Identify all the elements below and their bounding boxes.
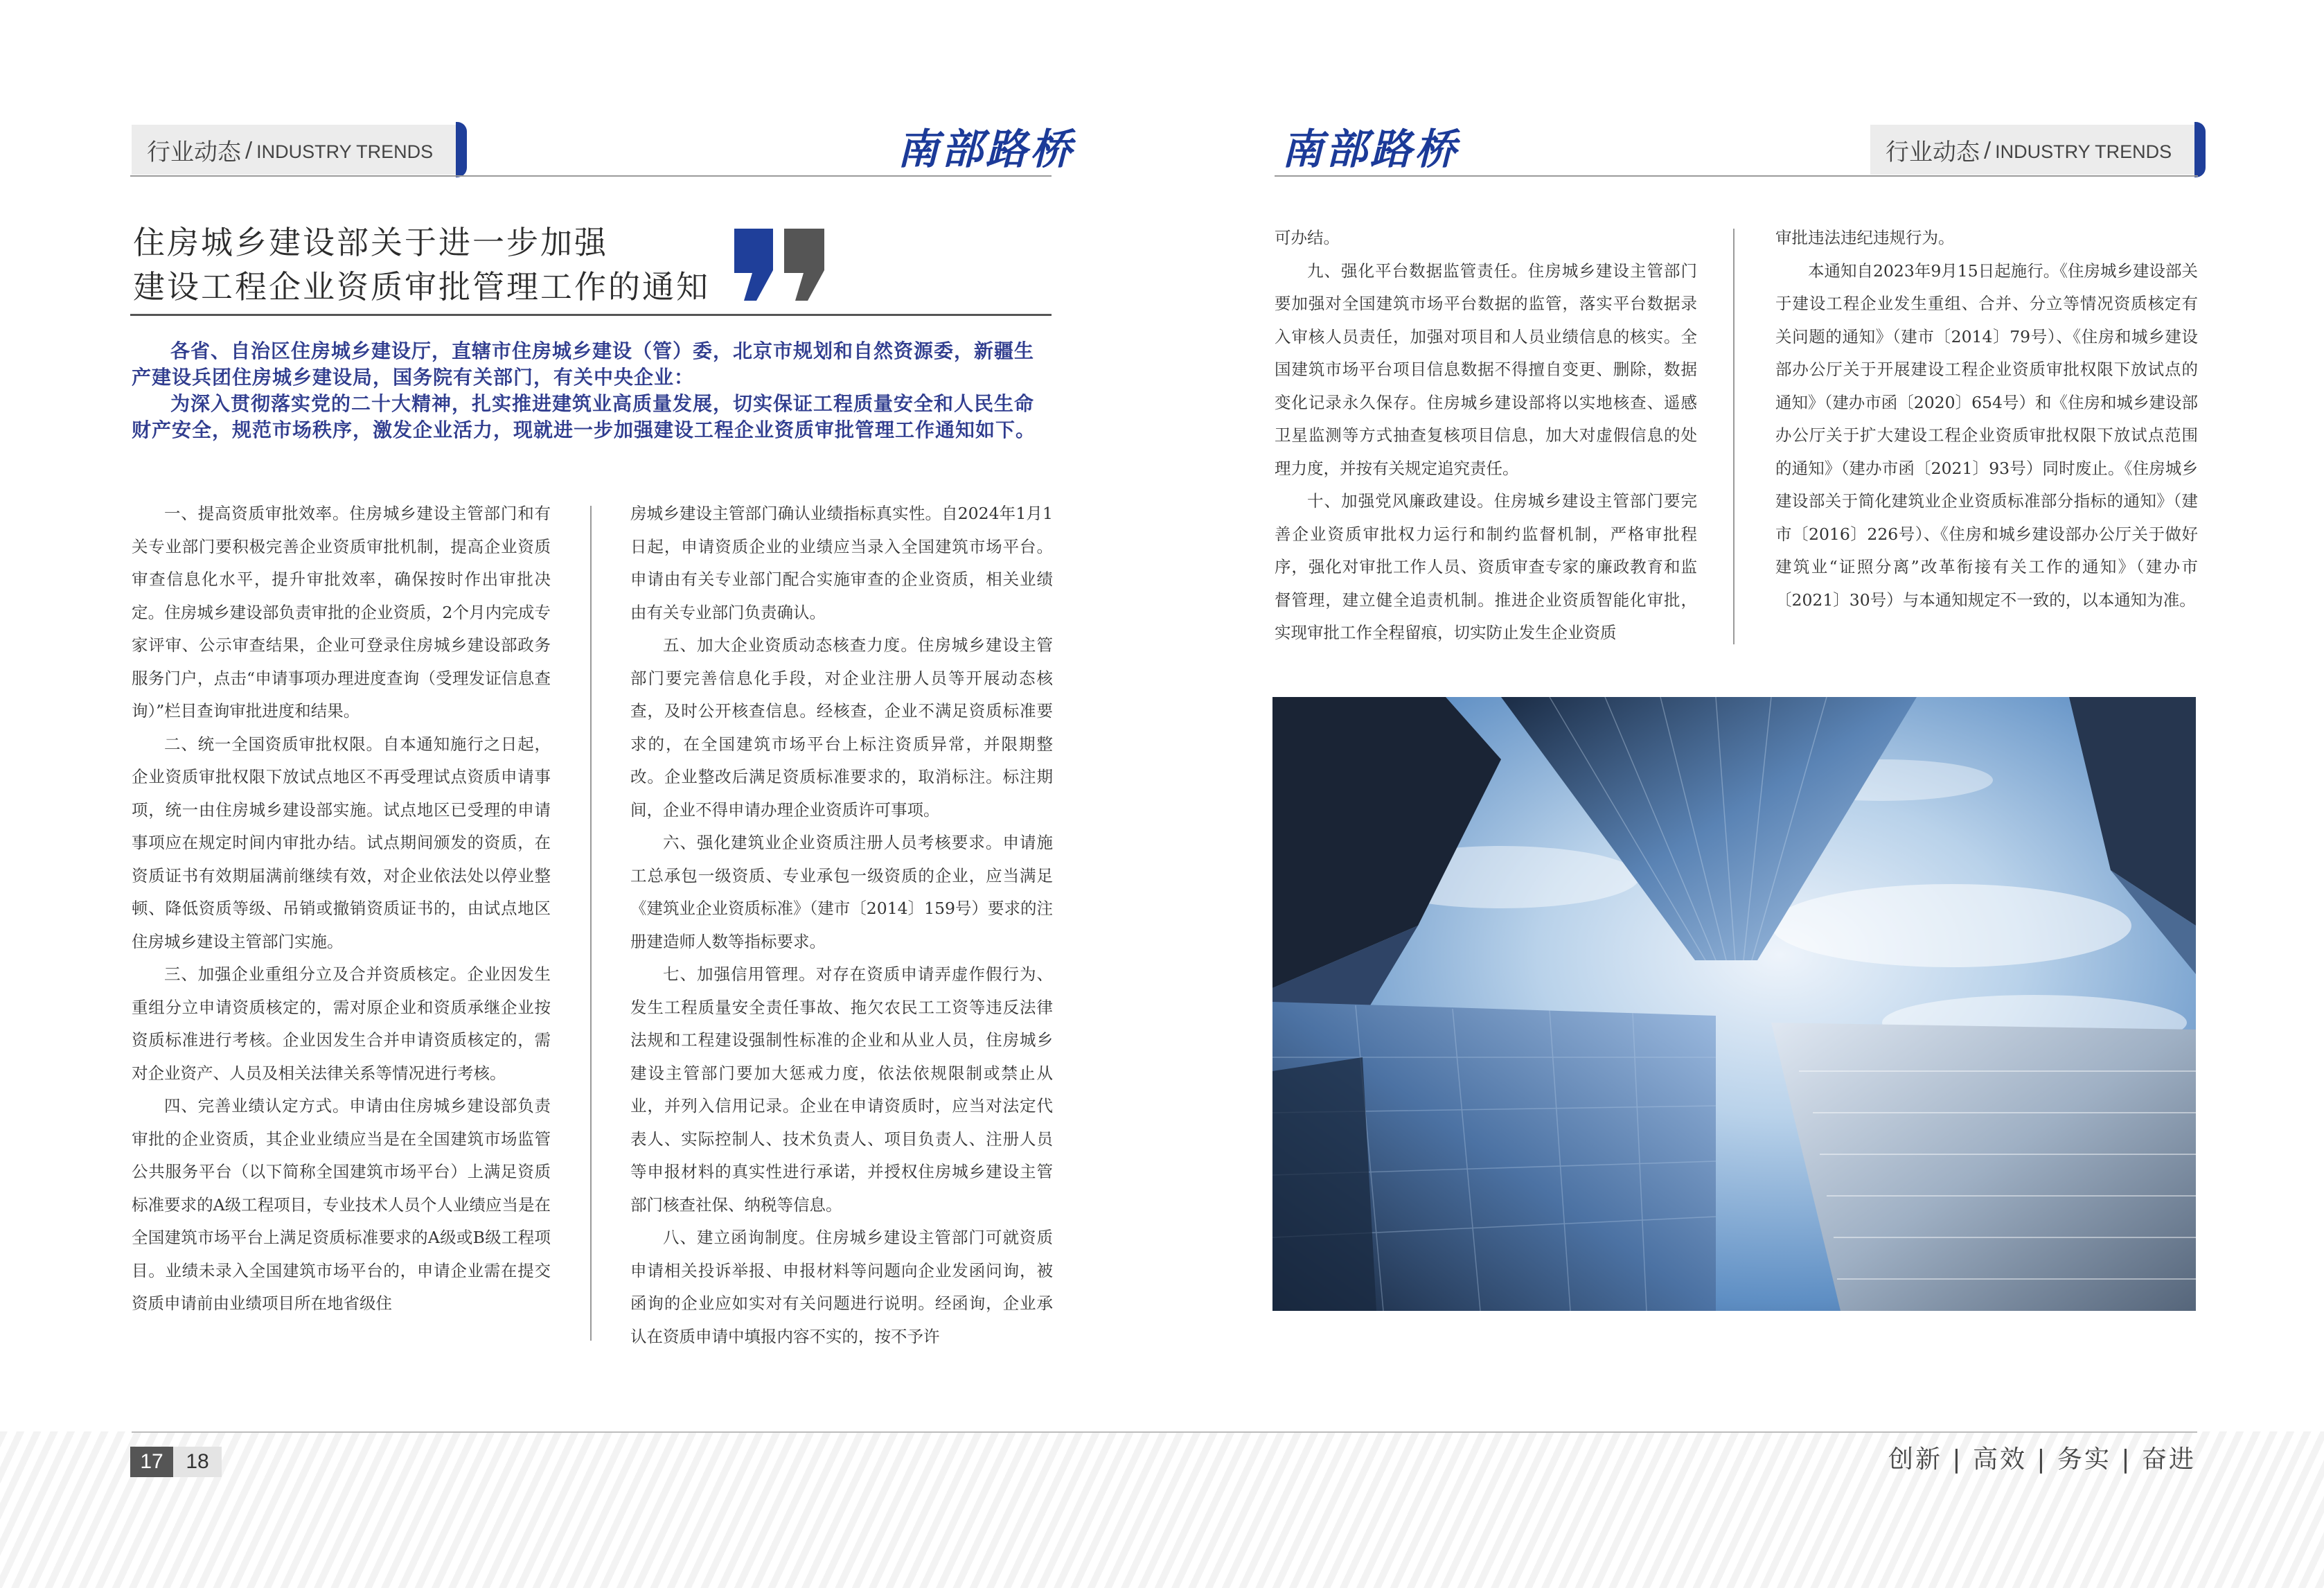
paragraph: 可办结。	[1275, 228, 1340, 247]
section-title-en: INDUSTRY TRENDS	[256, 141, 434, 162]
paragraph: 二、统一全国资质审批权限。自本通知施行之日起，企业资质审批权限下放试点地区不再受理试点资质申请事项，统一由住房城乡建设部实施。试点地区已受理的申请事项应在规定时间内审批办结。试点期间颁发的资质，在资质证书有效期届满前继续有效，对企业依法处以停业整顿、降低资质等级、吊销或撤销资质证书的，由试点地区住房城乡建设主管部门实施。	[132, 734, 551, 951]
section-separator: /	[1984, 137, 1992, 162]
paragraph: 审批违法违纪违规行为。	[1775, 228, 1955, 247]
paragraph: 一、提高资质审批效率。住房城乡建设主管部门和有关专业部门要积极完善企业资质审批机制，提高企业资质审查信息化水平，提升审批效率，确保按时作出审批决定。住房城乡建设部负责审批的企业资质，2个月内完成专家评审、公示审查结果，企业可登录住房城乡建设部政务服务门户，点击“申请事项办理进度查询（受理发证信息查询）”栏目查询审批进度和结果。	[132, 504, 551, 721]
article-title	[133, 220, 756, 309]
paragraph: 十、加强党风廉政建设。住房城乡建设主管部门要完善企业资质审批权力运行和制约监督机制，严格审批程序，强化对审批工作人员、资质审查专家的廉政教育和监督管理，建立健全追责机制。推进企业资质智能化审批，实现审批工作全程留痕，切实防止发生企业资质	[1275, 491, 1697, 642]
paragraph: 六、强化建筑业企业资质注册人员考核要求。申请施工总承包一级资质、专业承包一级资质的企业，应当满足《建筑业企业资质标准》（建市〔2014〕159号）要求的注册建造师人数等指标要求。	[630, 833, 1053, 951]
article-intro	[132, 338, 1043, 443]
body-column-2	[630, 497, 1053, 1353]
paragraph: 三、加强企业重组分立及合并资质核定。企业因发生重组分立申请资质核定的，需对原企业和资质承继企业按资质标准进行考核。企业因发生合并申请资质核定的，需对企业资产、人员及相关法律关系等情况进行考核。	[132, 964, 551, 1083]
paragraph: 五、加大企业资质动态核查力度。住房城乡建设主管部门要完善信息化手段，对企业注册人员等开展动态核查，及时公开核查信息。经核查，企业不满足资质标准要求的，在全国建筑市场平台上标注资质异常，并限期整改。企业整改后满足资质标准要求的，取消标注。标注期间，企业不得申请办理企业资质许可事项。	[630, 635, 1053, 820]
section-tab-right	[1870, 125, 2203, 175]
brand-logo-right: 南部路桥	[1281, 125, 1459, 174]
column-divider	[1733, 229, 1735, 644]
tab-accent	[456, 122, 467, 177]
paragraph: 房城乡建设主管部门确认业绩指标真实性。自2024年1月1日起，申请资质企业的业绩应当录入全国建筑市场平台。申请由有关专业部门配合实施审查的企业资质，相关业绩由有关专业部门负责确认。	[630, 504, 1053, 622]
section-tab-left	[132, 125, 464, 175]
body-column-4	[1775, 222, 2198, 617]
title-line-2: 建设工程企业资质审批管理工作的通知	[133, 268, 710, 306]
title-line-1: 住房城乡建设部关于进一步加强	[133, 224, 608, 261]
body-column-3	[1275, 222, 1697, 650]
section-title-cn: 行业动态	[147, 138, 241, 166]
column-divider	[590, 506, 592, 1341]
paragraph: 八、建立函询制度。住房城乡建设主管部门可就资质申请相关投诉举报、申报材料等问题向企业发函问询，被函询的企业应如实对有关问题进行说明。经函询，企业承认在资质申请中填报内容不实的，按不予许	[630, 1228, 1053, 1346]
tab-accent	[2194, 122, 2206, 177]
quote-marks-icon	[733, 227, 830, 303]
header-rule-right	[1275, 175, 2198, 177]
skyscrapers-photo	[1272, 697, 2196, 1311]
section-separator: /	[245, 137, 253, 162]
paragraph: 本通知自2023年9月15日起施行。《住房城乡建设部关于建设工程企业发生重组、合并、分立等情况资质核定有关问题的通知》（建市〔2014〕79号）、《住房和城乡建设部办公厅关于开展建设工程企业资质审批权限下放试点的通知》（建办市函〔2020〕654号）和《住房和城乡建设部办公厅关于扩大建设工程企业资质审批权限下放试点范围的通知》（建办市函〔2021〕93号）同时废止。《住房城乡建设部关于简化建筑业企业资质标准部分指标的通知》（建市〔2016〕226号）、《住房和城乡建设部办公厅关于做好建筑业“证照分离”改革衔接有关工作的通知》（建办市〔2021〕30号）与本通知规定不一致的，以本通知为准。	[1775, 261, 2198, 610]
footer-rule	[132, 1431, 2197, 1433]
body-column-1	[132, 497, 551, 1321]
footer-slogan: 创新 | 高效 | 务实 | 奋进	[1888, 1445, 2196, 1474]
section-title-en: INDUSTRY TRENDS	[1995, 141, 2172, 162]
intro-addressees: 各省、自治区住房城乡建设厅，直辖市住房城乡建设（管）委，北京市规划和自然资源委，新疆生产建设兵团住房城乡建设局，国务院有关部门，有关中央企业：	[132, 339, 1035, 389]
brand-logo-left: 南部路桥	[897, 125, 1074, 174]
page-number-right: 18	[173, 1447, 222, 1477]
page-number-left: 17	[130, 1447, 173, 1477]
paragraph: 七、加强信用管理。对存在资质申请弄虚作假行为、发生工程质量安全责任事故、拖欠农民工工资等违反法律法规和工程建设强制性标准的企业和从业人员，住房城乡建设主管部门要加大惩戒力度，依法依规限制或禁止从业，并列入信用记录。企业在申请资质时，应当对法定代表人、实际控制人、技术负责人、项目负责人、注册人员等申报材料的真实性进行承诺，并授权住房城乡建设主管部门核查社保、纳税等信息。	[630, 964, 1053, 1215]
intro-preamble: 为深入贯彻落实党的二十大精神，扎实推进建筑业高质量发展，切实保证工程质量安全和人民生命财产安全，规范市场秩序，激发企业活力，现就进一步加强建设工程企业资质审批管理工作通知如下。	[132, 392, 1036, 441]
paragraph: 九、强化平台数据监管责任。住房城乡建设主管部门要加强对全国建筑市场平台数据的监管，落实平台数据录入审核人员责任，加强对项目和人员业绩信息的核实。全国建筑市场平台项目信息数据不得擅自变更、删除，数据变化记录永久保存。住房城乡建设部将以实地核查、遥感卫星监测等方式抽查复核项目信息，加大对虚假信息的处理力度，并按有关规定追究责任。	[1275, 261, 1697, 478]
title-rule	[130, 314, 1052, 316]
paragraph: 四、完善业绩认定方式。申请由住房城乡建设部负责审批的企业资质，其企业业绩应当是在全国建筑市场监管公共服务平台（以下简称全国建筑市场平台）上满足资质标准要求的A级工程项目，专业技术人员个人业绩应当是在全国建筑市场平台上满足资质标准要求的A级或B级工程项目。业绩未录入全国建筑市场平台的，申请企业需在提交资质申请前由业绩项目所在地省级住	[132, 1096, 551, 1313]
section-title-cn: 行业动态	[1886, 138, 1980, 166]
